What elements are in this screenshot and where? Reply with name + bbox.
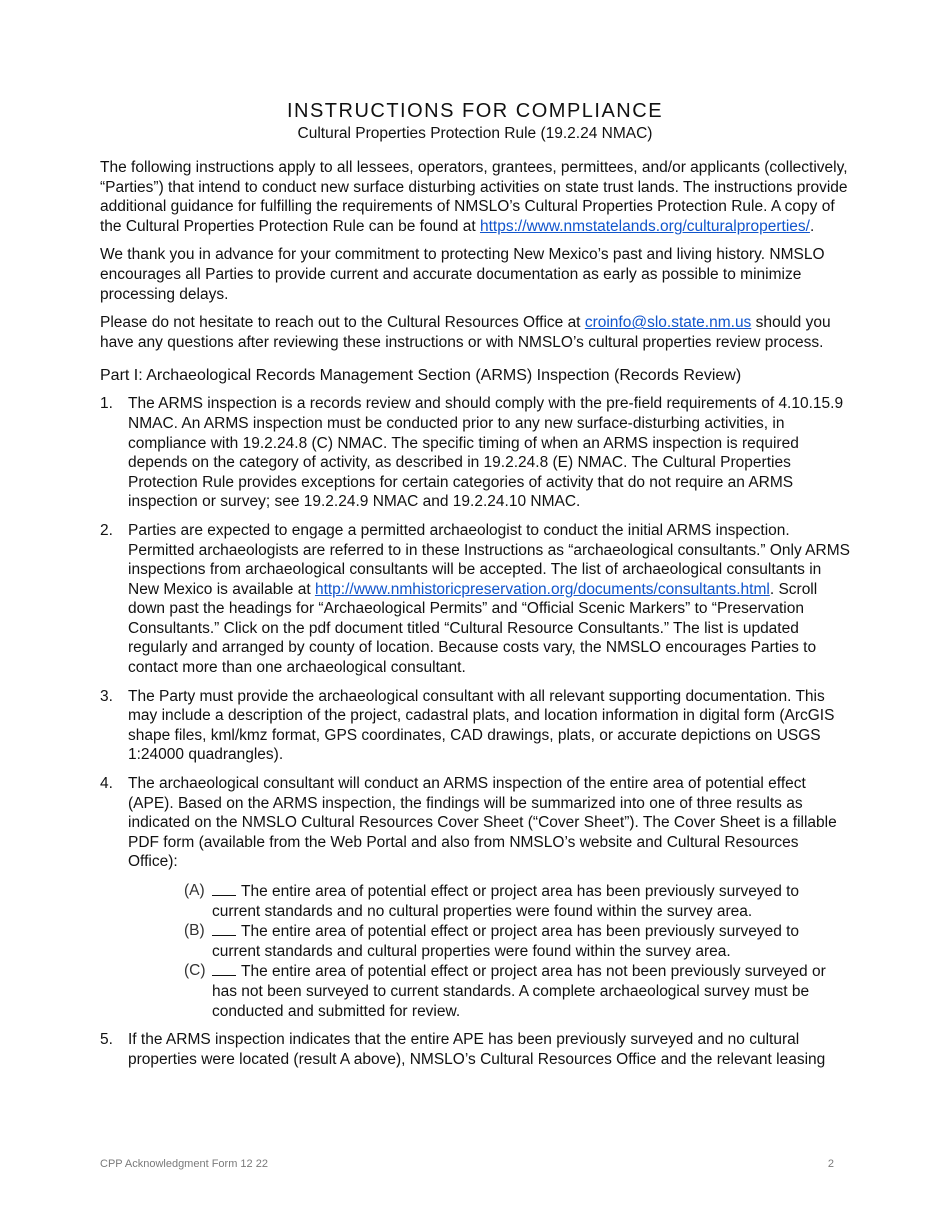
- item-number: 1.: [100, 395, 113, 413]
- consultants-link[interactable]: http://www.nmhistoricpreservation.org/documents/consultants.html: [314, 580, 770, 598]
- email-link[interactable]: croinfo@slo.state.nm.us: [584, 314, 752, 332]
- option-c: [100, 961, 850, 1021]
- footer-form-label: CPP Acknowledgment Form 12 22: [100, 1158, 268, 1170]
- option-letter: (B): [184, 922, 205, 940]
- list-item: [100, 1030, 850, 1069]
- intro-text-3-end: should you have any questions after reviewing these instructions or with NMSLO’s cultural properties review process.: [100, 314, 831, 351]
- fill-blank[interactable]: [212, 921, 236, 936]
- item-text: If the ARMS inspection indicates that the entire APE has been previously surveyed and no cultural properties were located (result A above), NMSLO’s Cultural Resources Office and the relevant leasing: [128, 1031, 826, 1068]
- page-footer: [100, 1158, 834, 1170]
- cultural-properties-link[interactable]: https://www.nmstatelands.org/culturalproperties/: [479, 217, 810, 235]
- document-page: [100, 98, 850, 1078]
- section-heading: Part I: Archaeological Records Management Section (ARMS) Inspection (Records Review): [100, 367, 742, 385]
- option-a: [100, 881, 850, 921]
- page-title: INSTRUCTIONS FOR COMPLIANCE: [286, 100, 664, 122]
- page-subtitle: Cultural Properties Protection Rule (19.2.24 NMAC): [297, 125, 653, 142]
- list-item: [100, 687, 850, 765]
- intro-text-3: Please do not hesitate to reach out to the Cultural Resources Office at: [100, 314, 581, 332]
- item-text: Parties are expected to engage a permitted archaeologist to conduct the initial ARMS inspection. Permitted archaeologists are referred to in these Instructions as “archaeological consultants.” Only ARMS inspections from archaeological consultants will be accepted. The list of archaeological consultants in New Mexico is available at: [128, 521, 850, 598]
- item-text: The ARMS inspection is a records review and should comply with the pre-field requirements of 4.10.15.9 NMAC. An ARMS inspection must be conducted prior to any new surface-disturbing activities, in compliance with 19.2.24.8 (C) NMAC. The specific timing of when an ARMS inspection is required depends on the category of activity, as described in 19.2.24.8 (E) NMAC. The Cultural Properties Protection Rule provides exceptions for certain categories of activity that do not require an ARMS inspection or survey; see 19.2.24.9 NMAC and 19.2.24.10 NMAC.: [128, 395, 844, 511]
- item-number: 2.: [100, 521, 113, 539]
- item-number: 4.: [100, 775, 113, 793]
- fill-blank[interactable]: [212, 961, 236, 976]
- list-item: [100, 521, 850, 678]
- intro-paragraph-2: We thank you in advance for your commitment to protecting New Mexico’s past and living history. NMSLO encourages all Parties to provide current and accurate documentation as early as possible to minimize processing delays.: [100, 246, 825, 303]
- option-text: The entire area of potential effect or project area has been previously surveyed to current standards and cultural properties were found within the survey area.: [212, 923, 800, 960]
- intro-text-1: The following instructions apply to all lessees, operators, grantees, permittees, and/or applicants (collectively, “Parties”) that intend to conduct new surface disturbing activities on state trust lands. The instructions provide additional guidance for fulfilling the requirements of NMSLO’s Cultural Properties Protection Rule. A copy of the Cultural Properties Protection Rule can be found at: [100, 159, 848, 235]
- item-number: 3.: [100, 687, 113, 705]
- item-number: 5.: [100, 1031, 113, 1049]
- list-item: [100, 394, 850, 512]
- item-text: The archaeological consultant will conduct an ARMS inspection of the entire area of potential effect (APE). Based on the ARMS inspection, the findings will be summarized into one of three results as indicated on the NMSLO Cultural Resources Cover Sheet (“Cover Sheet”). The Cover Sheet is a fillable PDF form (available from the Web Portal and also from NMSLO’s website and Cultural Resources Office):: [128, 775, 837, 871]
- option-letter: (A): [184, 882, 205, 899]
- list-item: [100, 774, 850, 872]
- option-b: [100, 921, 850, 961]
- fill-blank[interactable]: [212, 881, 236, 896]
- results-options: [100, 881, 850, 1021]
- intro-paragraph-1: [100, 158, 850, 236]
- option-text: The entire area of potential effect or project area has been previously surveyed to current standards and no cultural properties were found within the survey area.: [212, 883, 800, 920]
- item-text-after: . Scroll down past the headings for “Archaeological Permits” and “Official Scenic Markers” to “Preservation Consultants.” Click on the pdf document titled “Cultural Resource Consultants.” The list is updated regularly and arranged by county of location. Because costs vary, the NMSLO encourages Parties to contact more than one archaeological consultant.: [128, 580, 818, 677]
- intro-paragraph-3: [100, 313, 850, 352]
- option-text: The entire area of potential effect or project area has not been previously surveyed or has not been surveyed to current standards. A complete archaeological survey must be conducted and submitted for review.: [212, 963, 826, 1020]
- item-text: The Party must provide the archaeological consultant with all relevant supporting documentation. This may include a description of the project, cadastral plats, and location information in digital form (ArcGIS shape files, kml/kmz format, GPS coordinates, CAD drawings, plats, or accurate depictions on USGS 1:24000 quadrangles).: [128, 687, 835, 764]
- page-number: 2: [827, 1158, 834, 1170]
- option-letter: (C): [184, 962, 206, 980]
- intro-period: .: [809, 217, 815, 235]
